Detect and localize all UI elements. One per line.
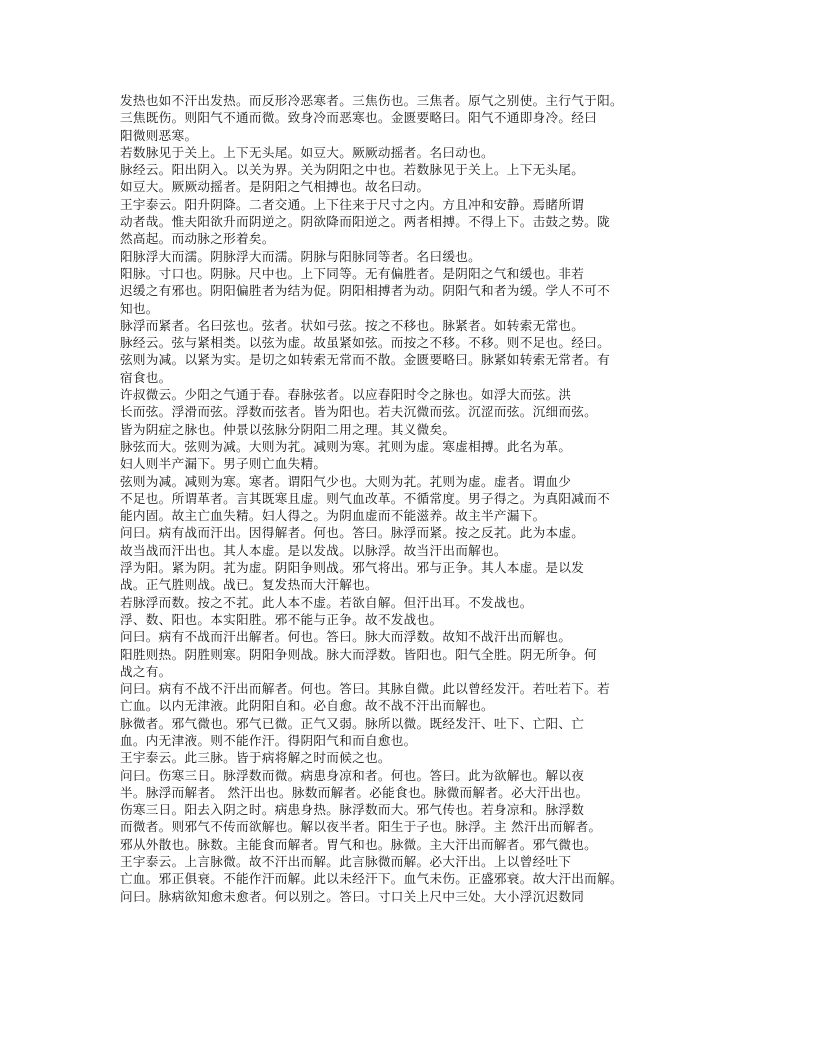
text-line: 阳胜则热。阴胜则寒。阴阳争则战。脉大而浮数。皆阳也。阳气全胜。阴无所争。何 [120,646,598,662]
text-line: 阳脉浮大而濡。阴脉浮大而濡。阴脉与阳脉同等者。名曰缓也。 [120,248,482,264]
text-line: 问曰。病有战而汗出。因得解者。何也。答曰。脉浮而紧。按之反芤。此为本虚。 [120,525,585,541]
text-line: 半。脉浮而解者。 然汗出也。脉数而解者。必能食也。脉微而解者。必大汗出也。 [120,784,589,800]
text-line: 宿食也。 [120,369,172,385]
text-line: 弦则为减。减则为寒。寒者。谓阳气少也。大则为芤。芤则为虚。虚者。谓血少 [120,473,572,489]
text-line: 战。正气胜则战。战已。复发热而大汗解也。 [120,577,378,593]
text-body [120,92,670,905]
text-line: 然高起。而动脉之形着矣。 [120,231,275,247]
text-line: 脉浮而紧者。名曰弦也。弦者。状如弓弦。按之不移也。脉紧者。如转索无常也。 [120,317,585,333]
text-line: 妇人则半产漏下。男子则亡血失精。 [120,456,327,472]
text-line: 浮、数、阳也。本实阳胜。邪不能与正争。故不发战也。 [120,611,443,627]
text-line: 阳脉。寸口也。阴脉。尺中也。上下同等。无有偏胜者。是阴阳之气和缓也。非若 [120,265,585,281]
text-line: 迟缓之有邪也。阴阳偏胜者为结为促。阴阳相搏者为动。阴阳气和者为缓。学人不可不 [120,283,610,299]
text-line: 脉弦而大。弦则为减。大则为芤。减则为寒。芤则为虚。寒虚相搏。此名为革。 [120,438,572,454]
text-line: 王宇泰云。此三脉。皆于病将解之时而候之也。 [120,750,391,766]
text-line: 王宇泰云。阳升阴降。二者交通。上下往来于尺寸之内。方且冲和安静。焉睹所谓 [120,196,585,212]
text-line: 脉经云。弦与紧相类。以弦为虚。故虽紧如弦。而按之不移。不移。则不足也。经曰。 [120,335,610,351]
text-line: 邪从外散也。脉数。主能食而解者。胃气和也。脉微。主大汗出而解者。邪气微也。 [120,836,598,852]
text-line: 若脉浮而数。按之不芤。此人本不虚。若欲自解。但汗出耳。不发战也。 [120,594,533,610]
text-line: 问曰。脉病欲知愈未愈者。何以别之。答曰。寸口关上尺中三处。大小浮沉迟数同 [120,888,585,904]
text-line: 长而弦。浮滑而弦。浮数而弦者。皆为阳也。若夫沉微而弦。沉涩而弦。沉细而弦。 [120,404,598,420]
text-line: 三焦既伤。则阳气不通而微。致身冷而恶寒也。金匮要略曰。阳气不通即身冷。经曰 [120,110,598,126]
text-line: 而微者。则邪气不传而欲解也。解以夜半者。阳生于子也。脉浮。主 然汗出而解者。 [120,819,602,835]
text-line: 伤寒三日。阳去入阴之时。病患身热。脉浮数而大。邪气传也。若身凉和。脉浮数 [120,802,585,818]
text-line: 亡血。邪正俱衰。不能作汗而解。此以未经汗下。血气未伤。正盛邪衰。故大汗出而解。 [120,871,623,887]
text-line: 不足也。所谓革者。言其既寒且虚。则气血改革。不循常度。男子得之。为真阳减而不 [120,490,610,506]
text-line: 故当战而汗出也。其人本虚。是以发战。以脉浮。故当汗出而解也。 [120,542,507,558]
text-line: 知也。 [120,300,159,316]
text-line: 若数脉见于关上。上下无头尾。如豆大。厥厥动摇者。名曰动也。 [120,144,494,160]
text-line: 能内固。故主亡血失精。妇人得之。为阴血虚而不能滋养。故主半产漏下。 [120,508,546,524]
text-line: 浮为阳。紧为阴。芤为虚。阴阳争则战。邪气将出。邪与正争。其人本虚。是以发 [120,560,585,576]
text-line: 阳微则恶寒。 [120,127,198,143]
text-line: 血。内无津液。则不能作汗。得阴阳气和而自愈也。 [120,732,417,748]
text-line: 许叔微云。少阳之气通于春。春脉弦者。以应春阳时令之脉也。如浮大而弦。洪 [120,387,572,403]
text-line: 问曰。病有不战而汗出解者。何也。答曰。脉大而浮数。故知不战汗出而解也。 [120,629,572,645]
text-line: 动者哉。惟夫阳欲升而阴逆之。阴欲降而阳逆之。两者相搏。不得上下。击鼓之势。陇 [120,214,610,230]
text-line: 如豆大。厥厥动摇者。是阴阳之气相搏也。故名曰动。 [120,179,430,195]
text-line: 问曰。病有不战不汗出而解者。何也。答曰。其脉自微。此以曾经发汗。若吐若下。若 [120,681,610,697]
text-line: 王宇泰云。上言脉微。故不汗出而解。此言脉微而解。必大汗出。上以曾经吐下 [120,854,572,870]
text-line: 脉微者。邪气微也。邪气已微。正气又弱。脉所以微。既经发汗、吐下、亡阳、亡 [120,715,585,731]
text-line: 皆为阴症之脉也。仲景以弦脉分阴阳二用之理。其义微矣。 [120,421,456,437]
text-line: 弦则为减。以紧为实。是切之如转索无常而不散。金匮要略曰。脉紧如转索无常者。有 [120,352,610,368]
text-line: 脉经云。阳出阴入。以关为界。关为阴阳之中也。若数脉见于关上。上下无头尾。 [120,162,585,178]
text-line: 战之有。 [120,663,172,679]
text-line: 问曰。伤寒三日。脉浮数而微。病患身凉和者。何也。答曰。此为欲解也。解以夜 [120,767,585,783]
text-line: 亡血。以内无津液。此阴阳自和。必自愈。故不战不汗出而解也。 [120,698,494,714]
text-line: 发热也如不汗出发热。而反形冷恶寒者。三焦伤也。三焦者。原气之别使。主行气于阳。 [120,93,623,108]
